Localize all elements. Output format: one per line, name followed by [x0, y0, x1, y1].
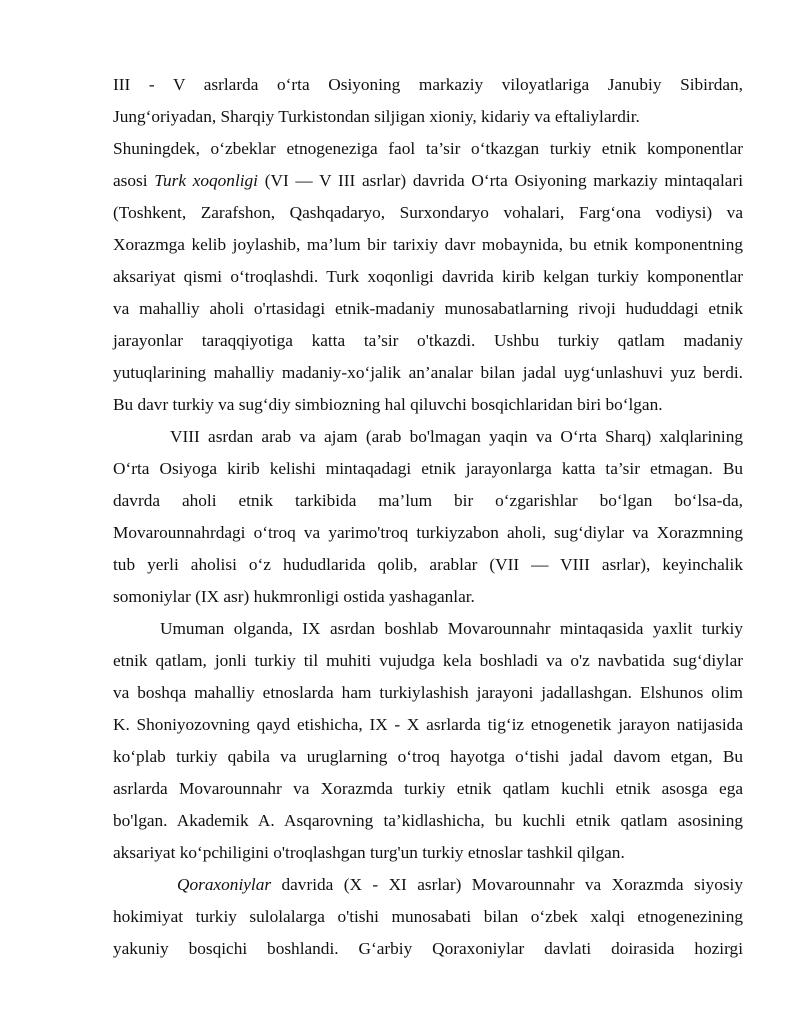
text-segment: VIII asrdan arab va ajam (arab bo'lmagan yaqin va O‘rta Sharq) xalqlarining	[170, 427, 743, 446]
text-segment: Umuman olganda, IX asrdan boshlab Movarounnahr mintaqasida yaxlit turkiy	[160, 619, 743, 638]
text-line	[170, 425, 743, 449]
text-line	[177, 873, 743, 897]
text-line	[113, 777, 743, 801]
text-line	[113, 393, 743, 417]
text-segment: yutuqlarining mahalliy madaniy-xo‘jalik an’analar bilan jadal uyg‘unlashuvi yuz berdi.	[113, 363, 743, 382]
text-line	[113, 105, 743, 129]
text-segment: davrida (X - XI asrlar) Movarounnahr va Xorazmda siyosiy	[271, 875, 743, 894]
text-segment: va mahalliy aholi o'rtasidagi etnik-madaniy munosabatlarning rivoji hududdagi etnik	[113, 299, 743, 318]
text-segment: asrlarda Movarounnahr va Xorazmda turkiy etnik qatlam kuchli etnik asosga ega	[113, 779, 743, 798]
text-line	[160, 617, 743, 641]
text-line	[113, 649, 743, 673]
text-line	[113, 297, 743, 321]
text-line	[113, 201, 743, 225]
text-segment: etnik qatlam, jonli turkiy til muhiti vujudga kela boshladi va o'z navbatida sug‘diylar	[113, 651, 743, 670]
text-segment: aksariyat qismi o‘troqlashdi. Turk xoqonligi davrida kirib kelgan turkiy komponentlar	[113, 267, 743, 286]
text-segment: O‘rta Osiyoga kirib kelishi mintaqadagi etnik jarayonlarga katta ta’sir etmagan. Bu	[113, 459, 743, 478]
text-line	[113, 521, 743, 545]
text-line	[113, 265, 743, 289]
text-segment: va boshqa mahalliy etnoslarda ham turkiylashish jarayoni jadallashgan. Elshunos olim	[113, 683, 743, 702]
text-segment: Bu davr turkiy va sug‘diy simbiozning hal qiluvchi bosqichlaridan biri bo‘lgan.	[113, 395, 663, 414]
text-line	[113, 713, 743, 737]
text-segment: ko‘plab turkiy qabila va uruglarning o‘troq hayotga o‘tishi jadal davom etgan, Bu	[113, 747, 743, 766]
text-segment: yakuniy bosqichi boshlandi. G‘arbiy Qoraxoniylar davlati doirasida hozirgi	[113, 939, 743, 958]
text-segment: aksariyat ko‘pchiligini o'troqlashgan turg'un turkiy etnoslar tashkil qilgan.	[113, 843, 625, 862]
text-line	[113, 361, 743, 385]
text-line	[113, 585, 743, 609]
text-segment: K. Shoniyozovning qayd etishicha, IX - X asrlarda tig‘iz etnogenetik jarayon natijasida	[113, 715, 743, 734]
italic-term: Turk xoqonligi	[154, 171, 258, 190]
text-segment: somoniylar (IX asr) hukmronligi ostida yashaganlar.	[113, 587, 475, 606]
text-segment: (Toshkent, Zarafshon, Qashqadaryo, Surxondaryo vohalari, Farg‘ona vodiysi) va	[113, 203, 743, 222]
text-segment: Jung‘oriyadan, Sharqiy Turkistondan siljigan xioniy, kidariy va eftaliylardir.	[113, 107, 640, 126]
text-segment: (VI — V III asrlar) davrida O‘rta Osiyoning markaziy mintaqalari	[258, 171, 744, 190]
text-line	[113, 905, 743, 929]
text-segment: III - V asrlarda o‘rta Osiyoning markaziy viloyatlariga Janubiy Sibirdan,	[113, 75, 743, 94]
text-line	[113, 681, 743, 705]
text-line	[113, 137, 743, 161]
text-segment: tub yerli aholisi o‘z hududlarida qolib, arablar (VII — VIII asrlar), keyinchalik	[113, 555, 743, 574]
text-line	[113, 169, 743, 193]
text-segment: Shuningdek, o‘zbeklar etnogeneziga faol ta’sir o‘tkazgan turkiy etnik komponentlar	[113, 139, 743, 158]
text-line	[113, 841, 743, 865]
text-line	[113, 73, 743, 97]
text-segment: hokimiyat turkiy sulolalarga o'tishi munosabati bilan o‘zbek xalqi etnogenezining	[113, 907, 743, 926]
text-segment: jarayonlar taraqqiyotiga katta ta’sir o'tkazdi. Ushbu turkiy qatlam madaniy	[113, 331, 743, 350]
text-line	[113, 329, 743, 353]
text-segment: davrda aholi etnik tarkibida ma’lum bir o‘zgarishlar bo‘lgan bo‘lsa-da,	[113, 491, 743, 510]
text-segment: bo'lgan. Akademik A. Asqarovning ta’kidlashicha, bu kuchli etnik qatlam asosining	[113, 811, 743, 830]
text-line	[113, 489, 743, 513]
text-line	[113, 233, 743, 257]
text-line	[113, 457, 743, 481]
text-line	[113, 809, 743, 833]
text-line	[113, 937, 743, 961]
text-segment: Movarounnahrdagi o‘troq va yarimo'troq turkiyzabon aholi, sug‘diylar va Xorazmning	[113, 523, 743, 542]
text-segment: asosi	[113, 171, 155, 190]
text-line	[113, 745, 743, 769]
italic-term: Qoraxoniylar	[177, 875, 272, 894]
text-line	[113, 553, 743, 577]
text-segment: Xorazmga kelib joylashib, ma’lum bir tarixiy davr mobaynida, bu etnik komponentning	[113, 235, 743, 254]
